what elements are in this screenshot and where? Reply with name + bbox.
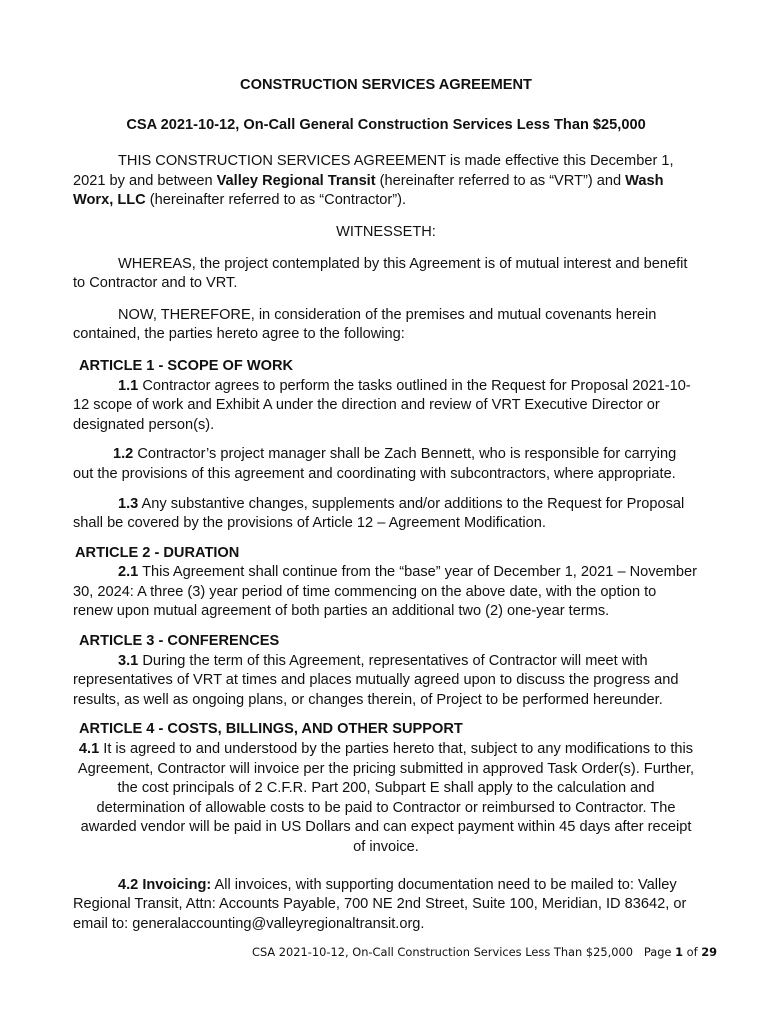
section-1-3: 1.3 Any substantive changes, supplements and/or additions to the Request for Proposal shall be covered by the provisions of Article 12 – Agreement Modification. [73,495,685,532]
article-3-heading: ARTICLE 3 - CONFERENCES [79,633,280,650]
footer-page-total: 29 [701,945,718,959]
footer-doc-ref: CSA 2021-10-12, On-Call Construction Services Less Than $25,000 [252,945,633,959]
section-1-1: 1.1 Contractor agrees to perform the tasks outlined in the Request for Proposal 2021-10-12 scope of work and Exhibit A under the direction and review of VRT Executive Director or designated person(s). [73,377,691,433]
whereas-paragraph: WHEREAS, the project contemplated by this Agreement is of mutual interest and benefit to Contractor and to VRT. [73,255,688,292]
contractor-name: Wash Worx, LLC [73,172,664,209]
article-2-heading: ARTICLE 2 - DURATION [75,544,240,561]
section-3-1: 3.1 During the term of this Agreement, representatives of Contractor will meet with representatives of VRT at times and places mutually agreed upon to discuss the progress and results, as well as ongoing plans, or changes therein, of Project to be performed hereunder. [73,652,679,708]
vrt-name: Valley Regional Transit [216,172,376,189]
footer-of-word: of [686,945,698,959]
section-2-1: 2.1 This Agreement shall continue from the “base” year of December 1, 2021 – November 30, 2024: A three (3) year period of time commencing on the above date, with the option to renew upon mutual agreement of both parties an additional two (2) one-year terms. [73,564,697,620]
now-therefore-paragraph: NOW, THEREFORE, in consideration of the premises and mutual covenants herein contained, the parties hereto agree to the following: [73,306,657,343]
footer-page-word: Page [643,945,672,959]
section-4-1: 4.1 It is agreed to and understood by the parties hereto that, subject to any modifications to this Agreement, Contractor will invoice per the pricing submitted in approved Task Order(s). Further, the cost principals of 2 C.F.R. Part 200, Subpart E shall apply to the calculation and determination of allowable costs to be paid to Contractor or reimbursed to Contractor. The awarded vendor will be paid in US Dollars and can expect payment within 45 days after receipt of invoice. [77,741,695,855]
section-1-2: 1.2 Contractor’s project manager shall be Zach Bennett, who is responsible for carrying out the provisions of this agreement and coordinating with subcontractors, where appropriate. [73,446,677,482]
document-subtitle: CSA 2021-10-12, On-Call General Construction Services Less Than $25,000 [126,116,646,133]
witnesseth-heading: WITNESSETH: [336,223,436,240]
footer-page-number: 1 [675,945,683,959]
document-body [73,76,699,934]
intro-paragraph: THIS CONSTRUCTION SERVICES AGREEMENT is made effective this December 1, 2021 by and between Valley Regional Transit (hereinafter referred to as “VRT”) and Wash Worx, LLC (hereinafter referred to as “Contractor”). [73,153,674,209]
article-4-heading: ARTICLE 4 - COSTS, BILLINGS, AND OTHER SUPPORT [79,721,463,738]
article-1-heading: ARTICLE 1 - SCOPE OF WORK [79,357,294,374]
section-4-2: 4.2 Invoicing: All invoices, with supporting documentation need to be mailed to: Valley Regional Transit, Attn: Accounts Payable, 700 NE 2nd Street, Suite 100, Meridian, ID 83642, or email to: generalaccounting@valleyregionaltransit.org. [73,876,687,932]
page-footer [252,945,717,959]
document-title: CONSTRUCTION SERVICES AGREEMENT [240,77,532,93]
